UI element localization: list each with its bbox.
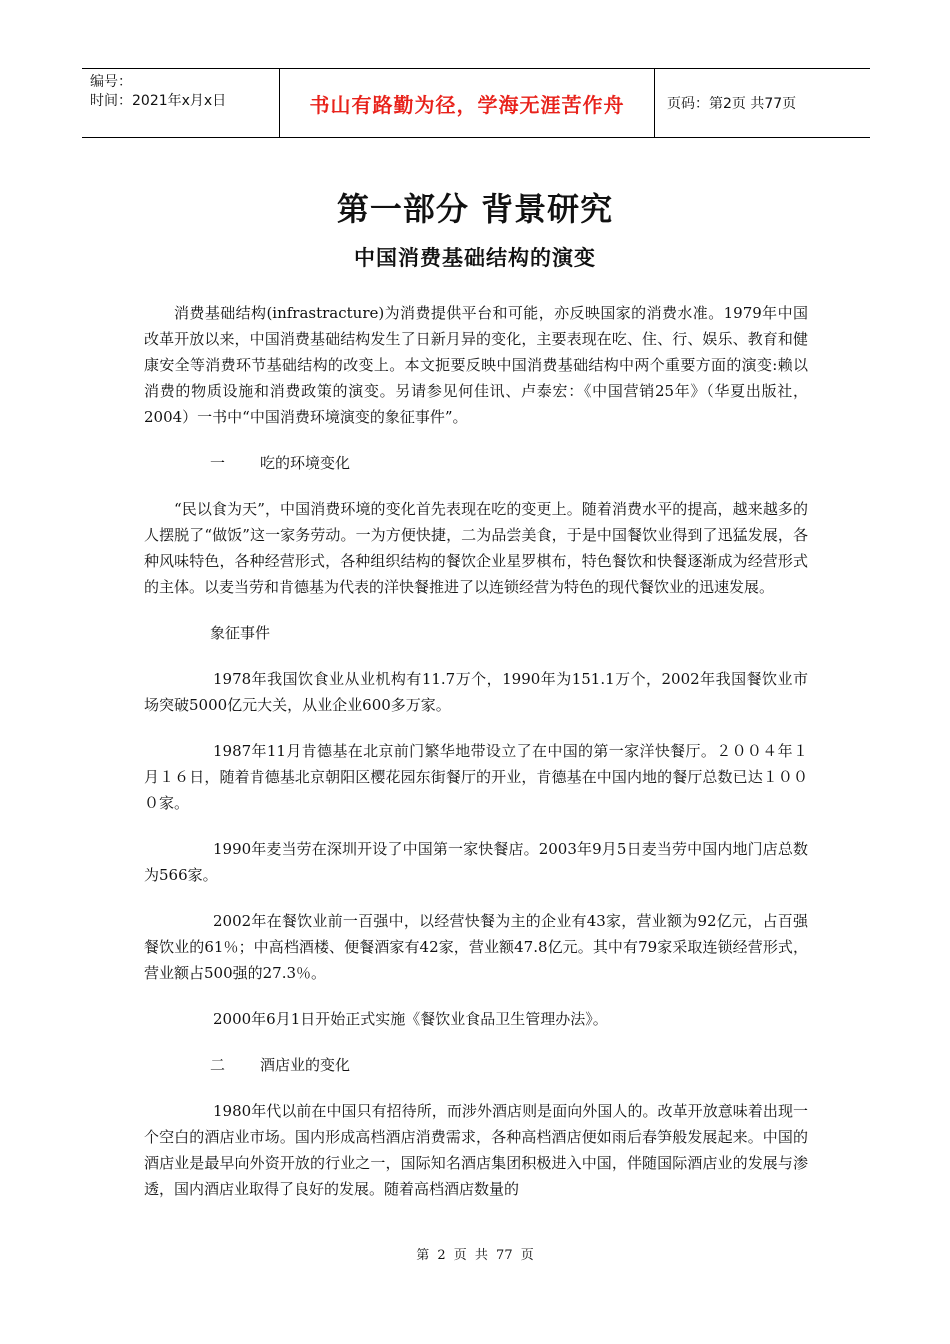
document-body [144,300,808,1222]
section-1-paragraph: “民以食为天”，中国消费环境的变化首先表现在吃的变更上。随着消费水平的提高，越来越多的人摆脱了“做饭”这一家务劳动。一为方便快捷，二为品尝美食，于是中国餐饮业得到了迅猛发展，各种风味特色，各种经营形式，各种组织结构的餐饮企业星罗棋布，特色餐饮和快餐逐渐成为经营形式的主体。以麦当劳和肯德基为代表的洋快餐推进了以连锁经营为特色的现代餐饮业的迅速发展。 [144,500,808,596]
page-title: 第一部分 背景研究 [336,190,614,228]
header-meta [82,69,280,137]
page-header [82,68,870,138]
event-paragraph: 2002年在餐饮业前一百强中，以经营快餐为主的企业有43家，营业额为92亿元，占百强餐饮业的61％；中高档酒楼、便餐酒家有42家，营业额47.8亿元。其中有79家采取连锁经营形式，营业额占500强的27.3％。 [144,912,808,982]
number-label: 编号： [90,74,132,90]
header-motto: 书山有路勤为径，学海无涯苦作舟 [280,69,655,137]
time-label: 时间：2021年x月x日 [90,93,227,109]
section-number: 二 [210,1056,226,1074]
page-subtitle: 中国消费基础结构的演变 [354,246,596,270]
event-paragraph: 1978年我国饮食业从业机构有11.7万个，1990年为151.1万个，2002年我国餐饮业市场突破5000亿元大关，从业企业600多万家。 [144,670,808,714]
header-page-info: 页码：第2页 共77页 [667,96,797,112]
page-footer: 第 2 页 共 77 页 [416,1248,534,1263]
intro-paragraph: 消费基础结构(infrastracture)为消费提供平台和可能，亦反映国家的消费水准。1979年中国改革开放以来，中国消费基础结构发生了日新月异的变化，主要表现在吃、住、行、娱乐、教育和健康安全等消费环节基础结构的改变上。本文扼要反映中国消费基础结构中两个重要方面的演变:赖以消费的物质设施和消费政策的演变。另请参见何佳讯、卢泰宏：《中国营销25年》（华夏出版社，2004）一书中“中国消费环境演变的象征事件”。 [144,304,808,426]
event-paragraph: 1987年11月肯德基在北京前门繁华地带设立了在中国的第一家洋快餐厅。２００４年１月１６日，随着肯德基北京朝阳区樱花园东街餐厅的开业，肯德基在中国内地的餐厅总数已达１０００家。 [144,742,808,812]
section-heading-1 [210,450,808,476]
event-paragraph: 1990年麦当劳在深圳开设了中国第一家快餐店。2003年9月5日麦当劳中国内地门店总数为566家。 [144,840,808,884]
section-heading-2 [210,1052,808,1078]
section-title: 酒店业的变化 [260,1056,351,1074]
event-paragraph: 2000年6月1日开始正式实施《餐饮业食品卫生管理办法》。 [213,1010,608,1028]
symbol-events-label: 象征事件 [210,624,271,642]
section-2-paragraph: 1980年代以前在中国只有招待所，而涉外酒店则是面向外国人的。改革开放意味着出现一个空白的酒店业市场。国内形成高档酒店消费需求，各种高档酒店便如雨后春笋般发展起来。中国的酒店业是最早向外资开放的行业之一，国际知名酒店集团积极进入中国，伴随国际酒店业的发展与渗透，国内酒店业取得了良好的发展。随着高档酒店数量的 [144,1102,808,1198]
section-title: 吃的环境变化 [260,454,351,472]
section-number: 一 [210,454,226,472]
